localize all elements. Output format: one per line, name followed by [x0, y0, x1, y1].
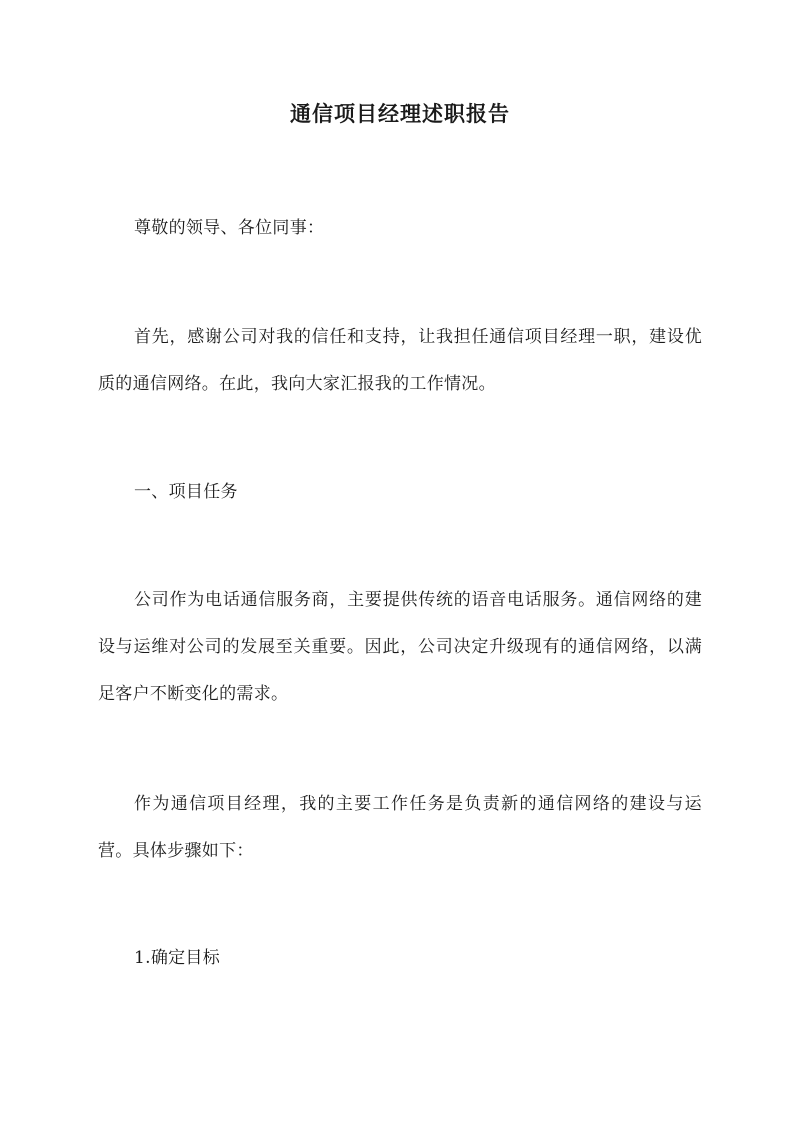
intro-paragraph: 首先，感谢公司对我的信任和支持，让我担任通信项目经理一职，建设优质的通信网络。在此，我向大家汇报我的工作情况。	[98, 327, 702, 394]
greeting-line: 尊敬的领导、各位同事：	[134, 218, 325, 238]
section-heading-project-tasks: 一、项目任务	[134, 482, 238, 502]
company-paragraph: 公司作为电话通信服务商，主要提供传统的语音电话服务。通信网络的建设与运维对公司的发展至关重要。因此，公司决定升级现有的通信网络，以满足客户不断变化的需求。	[98, 590, 702, 704]
role-paragraph: 作为通信项目经理，我的主要工作任务是负责新的通信网络的建设与运营。具体步骤如下：	[98, 794, 702, 861]
step-heading-define-goals: 1.确定目标	[134, 948, 221, 968]
document-title: 通信项目经理述职报告	[290, 101, 510, 126]
